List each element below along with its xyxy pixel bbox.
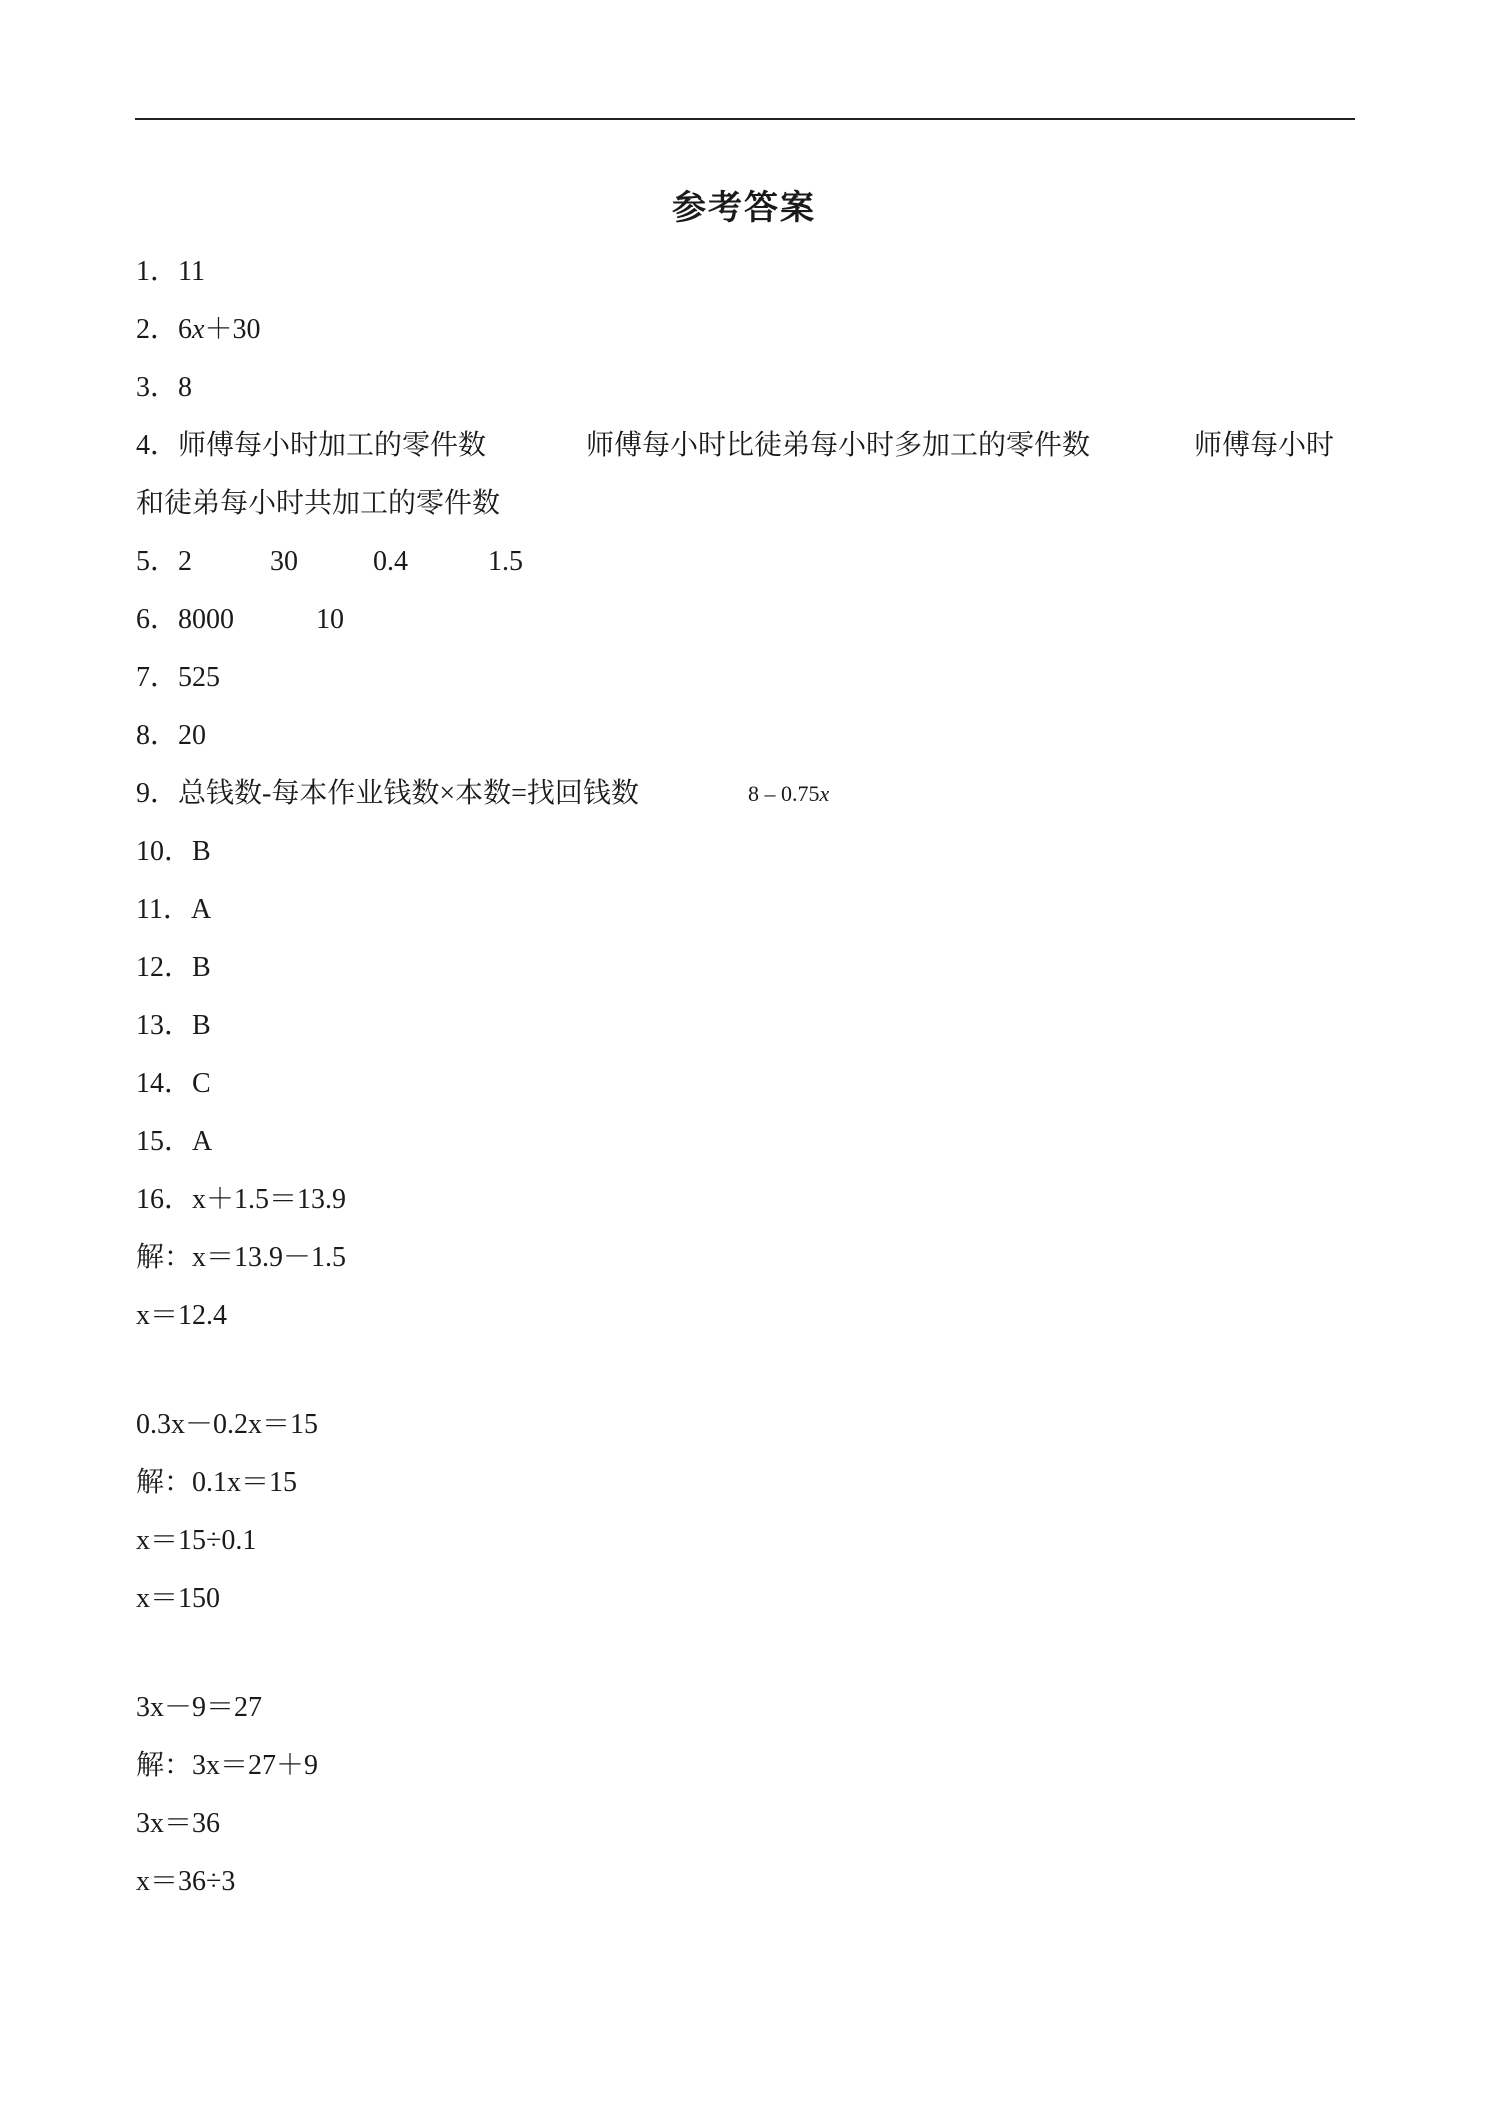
answer-2-prefix: 2．6 bbox=[136, 314, 193, 345]
page-title: 参考答案 bbox=[672, 188, 816, 228]
answer-16-eq2-line-3: x＝15÷0.1 bbox=[136, 1525, 257, 1556]
answer-6-blank-2: 10 bbox=[316, 604, 344, 635]
answer-16-eq2-line-4: x＝150 bbox=[136, 1583, 221, 1614]
answer-7: 7．525 bbox=[136, 662, 221, 693]
answer-16-eq2-line-1: 0.3x－0.2x＝15 bbox=[136, 1409, 319, 1440]
answer-16-eq3-line-2: 解：3x＝27＋9 bbox=[136, 1750, 319, 1781]
answer-4-line-1 bbox=[136, 426, 1335, 466]
answer-14: 14．C bbox=[136, 1068, 211, 1099]
answer-9 bbox=[136, 774, 830, 814]
answer-4-blank-1: 4．师傅每小时加工的零件数 bbox=[136, 430, 487, 461]
answer-2-suffix: ＋30 bbox=[204, 314, 261, 345]
answer-4-blank-3-start: 师傅每小时 bbox=[1194, 430, 1335, 461]
answer-5-blank-3: 0.4 bbox=[373, 546, 408, 577]
answer-1: 1．11 bbox=[136, 256, 205, 287]
answer-6 bbox=[136, 600, 344, 640]
answer-9-blank-1: 9．总钱数-每本作业钱数×本数=找回钱数 bbox=[136, 778, 639, 809]
answer-16-eq2-line-2: 解：0.1x＝15 bbox=[136, 1467, 298, 1498]
answer-12: 12．B bbox=[136, 952, 211, 983]
answer-13: 13．B bbox=[136, 1010, 211, 1041]
answer-5-blank-4: 1.5 bbox=[488, 546, 523, 577]
header-rule bbox=[135, 118, 1355, 120]
answer-16-eq1-line-3: x＝12.4 bbox=[136, 1300, 228, 1331]
answer-9-formula bbox=[748, 774, 829, 814]
answer-5-blank-1: 5．2 bbox=[136, 546, 193, 577]
answer-2-variable: x bbox=[192, 314, 205, 345]
answer-8: 8．20 bbox=[136, 720, 207, 751]
answer-6-blank-1: 6．8000 bbox=[136, 604, 235, 635]
answer-4-blank-2: 师傅每小时比徒弟每小时多加工的零件数 bbox=[586, 430, 1091, 461]
answer-5 bbox=[136, 542, 523, 582]
answer-5-blank-2: 30 bbox=[270, 546, 298, 577]
answer-11: 11．A bbox=[136, 894, 212, 925]
answer-16-eq1-line-2: 解：x＝13.9－1.5 bbox=[136, 1242, 347, 1273]
answer-16-eq3-line-3: 3x＝36 bbox=[136, 1808, 221, 1839]
answer-4-line-2: 和徒弟每小时共加工的零件数 bbox=[136, 488, 501, 519]
answer-16-eq3-line-1: 3x－9＝27 bbox=[136, 1692, 263, 1723]
answer-16-eq1-line-1: 16．x＋1.5＝13.9 bbox=[136, 1184, 347, 1215]
answer-9-formula-variable: x bbox=[819, 781, 830, 806]
answer-2 bbox=[136, 310, 260, 350]
answer-9-formula-text: 8 – 0.75 bbox=[748, 781, 820, 806]
answer-3: 3．8 bbox=[136, 372, 193, 403]
answer-16-eq3-line-4: x＝36÷3 bbox=[136, 1866, 236, 1897]
answer-10: 10．B bbox=[136, 836, 211, 867]
answer-15: 15．A bbox=[136, 1126, 213, 1157]
